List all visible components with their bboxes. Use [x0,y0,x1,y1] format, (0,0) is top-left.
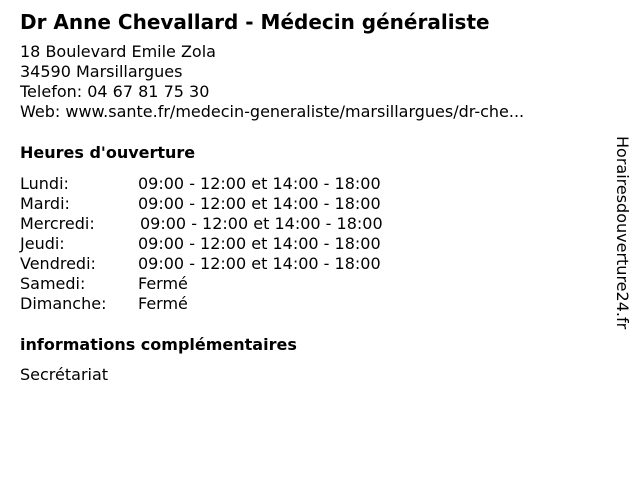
opening-hours-table [20,174,600,314]
brand-text: Horairesdouverture24.fr [613,136,632,330]
business-card [20,8,600,385]
additional-info-item: Secrétariat [20,365,109,384]
time-value: 09:00 - 12:00 et 14:00 - 18:00 [138,194,381,213]
opening-hours-heading: Heures d'ouverture [20,143,196,162]
day-label: Dimanche: [20,294,107,313]
hours-row [20,294,600,314]
hours-row [20,194,600,214]
day-label: Lundi: [20,174,69,193]
time-value: 09:00 - 12:00 et 14:00 - 18:00 [140,214,383,233]
city-address: 34590 Marsillargues [20,62,183,81]
time-value: 09:00 - 12:00 et 14:00 - 18:00 [138,234,381,253]
additional-info-heading: informations complémentaires [20,335,297,354]
day-label: Jeudi: [20,234,65,253]
website-link[interactable]: Web: www.sante.fr/medecin-generaliste/marsillargues/dr-che... [20,102,525,121]
hours-row [20,254,600,274]
time-value: Fermé [138,294,188,313]
day-label: Vendredi: [20,254,96,273]
time-value: 09:00 - 12:00 et 14:00 - 18:00 [138,254,381,273]
address-block [20,42,600,122]
page-title: Dr Anne Chevallard - Médecin généraliste [20,10,490,34]
time-value: Fermé [138,274,188,293]
day-label: Mardi: [20,194,70,213]
hours-row [20,234,600,254]
time-value: 09:00 - 12:00 et 14:00 - 18:00 [138,174,381,193]
hours-row [20,274,600,294]
street-address: 18 Boulevard Emile Zola [20,42,216,61]
hours-row [20,174,600,194]
day-label: Mercredi: [20,214,95,233]
day-label: Samedi: [20,274,86,293]
hours-row [20,214,600,234]
phone-number[interactable]: Telefon: 04 67 81 75 30 [20,82,210,101]
